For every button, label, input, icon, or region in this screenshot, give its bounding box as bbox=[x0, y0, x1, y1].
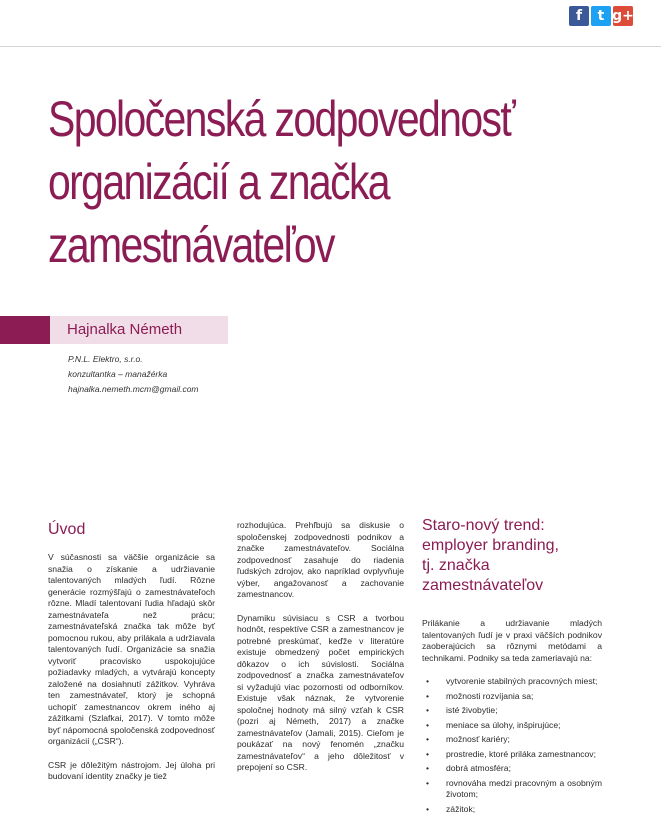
paragraph: Dynamiku súvisiacu s CSR a tvorbou hodnôt, respektíve CSR a zamestnancov je potrebné preskúmať, keďže v literatúre existuje obmedzený počet empirických dôkazov o ich súvislosti. Sociálna zodpovednosť a značka zamestnávateľov si vyžadujú viac pozornosti od odborníkov. Existuje však náznak, že vytvorenie spoločnej hodnoty má silný vzťah k CSR (pozri aj Németh, 2017) a značke zamestnávateľov (Jamali, 2015). Cieľom je poukázať na nový fenomén „značku zamestnávateľov“ a jeho dôležitosť v prepojení so CSR. bbox=[237, 612, 404, 772]
author-affiliation bbox=[68, 352, 199, 397]
title-line: organizácií a značka bbox=[48, 154, 389, 210]
article-title bbox=[48, 88, 532, 277]
title-line: Spoločenská zodpovednosť bbox=[48, 91, 515, 147]
paragraph: CSR je dôležitým nástrojom. Jej úloha pri budovaní identity značky je tiež bbox=[48, 759, 215, 781]
section-heading-uvod: Úvod bbox=[48, 521, 86, 538]
heading-line: tj. značka zamestnávateľov bbox=[422, 557, 544, 594]
list-item: • vytvorenie stabilných pracovných miest; bbox=[422, 676, 602, 688]
list-item: • dobrá atmosféra; bbox=[422, 763, 602, 775]
heading-line: Staro-nový trend: bbox=[422, 517, 545, 534]
column-3 bbox=[422, 516, 602, 818]
header-divider bbox=[0, 46, 661, 47]
focus-list bbox=[422, 676, 602, 815]
affiliation-email[interactable]: hajnalka.nemeth.mcm@gmail.com bbox=[68, 384, 199, 394]
affiliation-role: konzultantka – manažérka bbox=[68, 369, 168, 379]
twitter-icon[interactable]: t bbox=[591, 6, 611, 26]
heading-line: employer branding, bbox=[422, 537, 559, 554]
paragraph: V súčasnosti sa väčšie organizácie sa snažia o získanie a udržiavanie talentovaných mladých ľudí. Rôzne generácie rozmýšľajú o zamestnávateľoch rôzne. Mladí talentovaní ľudia hľadajú skôr zamestnávateľa než prácu; zamestnávateľská značka tak môže byť pomocnou rukou, aby prilákala a udržiavala talentovaných ľudí. Organizácie sa snažia vytvoriť pracovisko uspokojujúce požiadavky mladých, a vytvárajú koncepty založené na dosiahnutí zážitkov. Vyhráva ten zamestnávateľ, ktorý je schopná uchopiť zamestnancov okrem iného aj zážitkami (Szlafkai, 2017). V tomto môže byť nápomocná spoločenská zodpovednosť organizácií („CSR“). bbox=[48, 552, 215, 746]
paragraph: rozhodujúca. Prehľbujú sa diskusie o spoločenskej zodpovednosti podnikov a značke zamestnávateľov. Sociálna zodpovednosť zasahuje do riadenia ľudských zdrojov, ako napríklad ovplyvňuje výber, angažovanosť a zachovanie zamestnancov. bbox=[237, 520, 404, 599]
google-plus-icon[interactable]: g+ bbox=[612, 8, 634, 24]
author-accent-block bbox=[0, 316, 50, 344]
paragraph: Prilákanie a udržiavanie mladých talentovaných ľudí je v praxi väčších podnikov zaoberajúcich sa rôznymi metódami a technikami. Podniky sa teda zameriavajú na: bbox=[422, 618, 602, 663]
affiliation-company: P.N.L. Elektro, s.r.o. bbox=[68, 354, 143, 364]
column-2 bbox=[237, 520, 404, 786]
list-item: • meniace sa úlohy, inšpirujúce; bbox=[422, 720, 602, 732]
list-item: • rovnováha medzi pracovným a osobným životom; bbox=[422, 778, 602, 801]
author-name: Hajnalka Németh bbox=[50, 316, 228, 344]
list-item: • možnosť kariéry; bbox=[422, 734, 602, 746]
title-line: zamestnávateľov bbox=[48, 217, 334, 273]
column-1 bbox=[48, 520, 215, 795]
section-heading-employer-branding bbox=[422, 516, 602, 596]
list-item: • isté živobytie; bbox=[422, 705, 602, 717]
author-bar bbox=[0, 316, 228, 344]
social-share-bar bbox=[569, 6, 633, 26]
list-item: • zážitok; bbox=[422, 804, 602, 816]
list-item: • možnosti rozvíjania sa; bbox=[422, 691, 602, 703]
facebook-icon[interactable]: f bbox=[569, 6, 589, 26]
list-item: • prostredie, ktoré priláka zamestnancov; bbox=[422, 749, 602, 761]
